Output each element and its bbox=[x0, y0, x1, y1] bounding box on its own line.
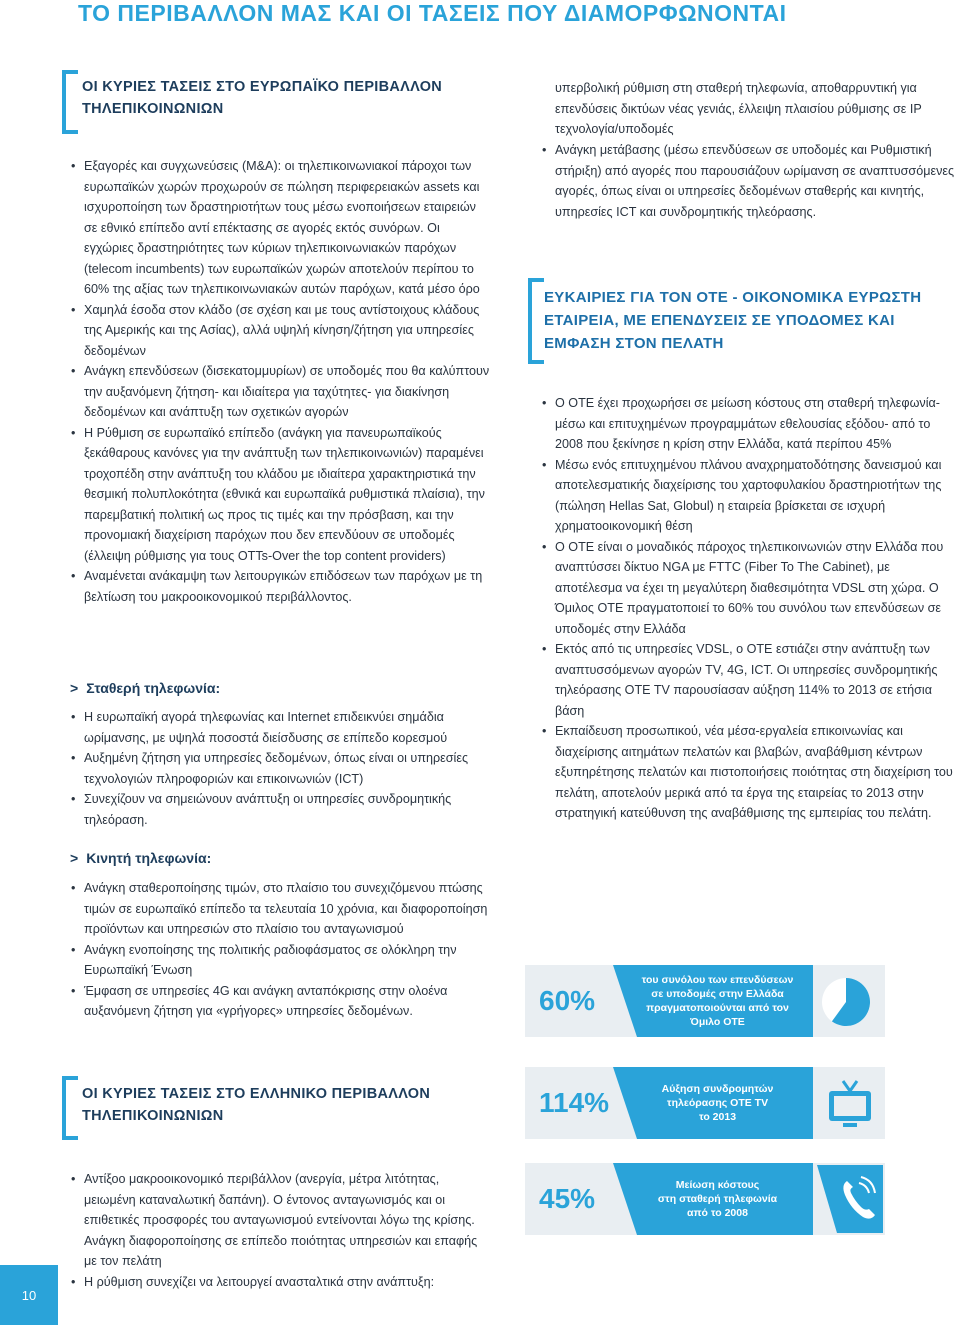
opportunities-title bbox=[544, 286, 956, 355]
title-line: ΤΗΛΕΠΙΚΟΙΝΩΝΙΩΝ bbox=[82, 1108, 224, 1124]
section-bracket bbox=[62, 70, 78, 134]
stat-value: 60% bbox=[539, 985, 596, 1016]
stat-description bbox=[625, 1082, 810, 1124]
title-line: ΟΙ ΚΥΡΙΕΣ ΤΑΣΕΙΣ ΣΤΟ ΕΥΡΩΠΑΪΚΟ ΠΕΡΙΒΑΛΛΟΝ bbox=[82, 79, 443, 95]
page-title: ΤΟ ΠΕΡΙΒΑΛΛΟΝ ΜΑΣ ΚΑΙ ΟΙ ΤΑΣΕΙΣ ΠΟΥ ΔΙΑΜΟΡΦΩΝΟΝΤΑΙ bbox=[78, 0, 787, 26]
list-item: • Εκτός από τις υπηρεσίες VDSL, ο ΟΤΕ εστιάζει στην ανάπτυξη των αναπτυσσόμενων αγορών TV, 4G, ICT. Οι υπηρεσίες συνδρομητικής τηλεόρασης OTE TV παρουσίασαν αύξηση 114% το 2013 σε ετήσια βάση bbox=[541, 639, 957, 721]
greek-section-title bbox=[82, 1083, 482, 1127]
title-line: ΤΗΛΕΠΙΚΟΙΝΩΝΙΩΝ bbox=[82, 101, 224, 117]
mobile-title: Κινητή τηλεφωνία: bbox=[86, 850, 212, 866]
list-item: • Ανάγκη επενδύσεων (δισεκατομμυρίων) σε υποδομές που θα καλύπτουν την αυξανόμενη ζήτηση- και ιδιαίτερα για ταχύτητες- για διακίνηση δεδομένων και ανάπτυξη των σχετικών αγορών bbox=[70, 361, 492, 423]
stat-box bbox=[525, 965, 885, 1037]
section-bracket bbox=[62, 1076, 78, 1140]
list-item: • Ανάγκη σταθεροποίησης τιμών, στο πλαίσιο του συνεχιζόμενου πτώσης τιμών σε ευρωπαϊκό επίπεδο τα τελευταία 10 χρόνια, και διαφοροποίηση προϊόντων και υπηρεσιών στο πλαίσιο του ανταγωνισμού bbox=[70, 878, 492, 940]
desc-line: Όμιλο ΟΤΕ bbox=[690, 1016, 745, 1028]
stat-box bbox=[525, 1067, 885, 1139]
chevron-right-icon: > bbox=[70, 850, 79, 866]
desc-line: Αύξηση συνδρομητών bbox=[661, 1083, 774, 1095]
list-item: • Εκπαίδευση προσωπικού, νέα μέσα-εργαλεία επικοινωνίας και διαχείρισης αιτημάτων πελατών και βλαβών, αναβάθμιση κέντρων εξυπηρέτησης πελατών και πιστοποιήσεις ποιότητας στη διαχείριση του πελάτη, αποτελούν μερικά από τα έργα της εταιρείας το 2013 στην στρατηγική κατεύθυνση της αναβάθμισης της εμπειρίας του πελάτη. bbox=[541, 721, 957, 824]
desc-line: στη σταθερή τηλεφωνία bbox=[657, 1193, 778, 1205]
stat-box bbox=[525, 1163, 885, 1235]
title-line: ΕΥΚΑΙΡΙΕΣ ΓΙΑ ΤΟΝ ΟΤΕ - ΟΙΚΟΝΟΜΙΚΑ ΕΥΡΩΣΤΗ bbox=[544, 289, 922, 306]
opportunities-bullets bbox=[541, 393, 957, 824]
continued-intro: υπερβολική ρύθμιση στη σταθερή τηλεφωνία, αποθαρρυντική για επενδύσεις δικτύων νέας γενιάς, έλλειψη πλαισίου ρύθμισης σε IP τεχνολογία/υποδομές bbox=[555, 81, 922, 136]
title-line: ΕΤΑΙΡΕΙΑ, ΜΕ ΕΠΕΝΔΥΣΕΙΣ ΣΕ ΥΠΟΔΟΜΕΣ ΚΑΙ bbox=[544, 312, 895, 329]
tv-icon bbox=[823, 1073, 877, 1133]
list-item: • Η ρύθμιση συνεχίζει να λειτουργεί ανασταλτικά στην ανάπτυξη: bbox=[70, 1272, 492, 1293]
list-item: • Αυξημένη ζήτηση για υπηρεσίες δεδομένων, όπως είναι οι υπηρεσίες τεχνολογιών πληροφοριών και επικοινωνιών (ICT) bbox=[70, 748, 492, 789]
title-line: ΟΙ ΚΥΡΙΕΣ ΤΑΣΕΙΣ ΣΤΟ ΕΛΛΗΝΙΚΟ ΠΕΡΙΒΑΛΛΟΝ bbox=[82, 1086, 431, 1102]
european-bullets bbox=[70, 156, 492, 607]
greek-bullets bbox=[70, 1169, 492, 1292]
desc-line: από το 2008 bbox=[687, 1207, 748, 1219]
page-number: 10 bbox=[0, 1265, 58, 1325]
fixed-telephony-heading bbox=[70, 680, 220, 696]
desc-line: πραγματοποιούνται από τον bbox=[646, 1002, 789, 1014]
european-section-title bbox=[82, 76, 482, 120]
title-line: ΕΜΦΑΣΗ ΣΤΟΝ ΠΕΛΑΤΗ bbox=[544, 335, 724, 352]
desc-line: το 2013 bbox=[698, 1111, 737, 1123]
chevron-right-icon: > bbox=[70, 680, 79, 696]
list-item: • Συνεχίζουν να σημειώνουν ανάπτυξη οι υπηρεσίες συνδρομητικής τηλεόραση. bbox=[70, 789, 492, 830]
list-item: • Ανάγκη μετάβασης (μέσω επενδύσεων σε υποδομές και Ρυθμιστική στήριξη) από αγορές που παρουσιάζουν ωρίμανση σε αναπτυσσόμενες αγορές, όπως είναι οι υπηρεσίες δεδομένων σταθερής και κινητής, υπηρεσίες ICT και συνδρομητικής τηλεόρασης. bbox=[541, 140, 955, 222]
desc-line: σε υποδομές στην Ελλάδα bbox=[651, 988, 784, 1000]
list-item: • Αναμένεται ανάκαμψη των λειτουργικών επιδόσεων των παρόχων με τη βελτίωση του μακροοικονομικού περιβάλλοντος. bbox=[70, 566, 492, 607]
desc-line: τηλεόρασης OTE TV bbox=[666, 1097, 769, 1109]
list-item: • Ανάγκη ενοποίησης της πολιτικής ραδιοφάσματος σε ολόκληρη την Ευρωπαϊκή Ένωση bbox=[70, 940, 492, 981]
phone-icon bbox=[817, 1165, 883, 1233]
list-item: • Εξαγορές και συγχωνεύσεις (M&A): οι τηλεπικοινωνιακοί πάροχοι των ευρωπαϊκών χωρών προχωρούν σε πώληση περιφερειακών assets και ισχυροποίηση των δραστηριοτήτων τους μέσω ενοποιήσεων εταιρειών σε εθνικό επίπεδο αντί επέκτασης σε αγορές εκτός συνόρων. Οι εγχώριες δραστηριότητες των κύριων τηλεπικοινωνιακών παρόχων (telecom incumbents) των ευρωπαϊκών χωρών αποτελούν περίπου το 60% της αξίας των τηλεπικοινωνιακών αυτών παρόχων, κατά μέσο όρο bbox=[70, 156, 492, 300]
stat-value: 45% bbox=[539, 1183, 596, 1214]
list-item: • Αντίξοο μακροοικονομικό περιβάλλον (ανεργία, μέτρα λιτότητας, μειωμένη καταναλωτική δαπάνη). Ο έντονος ανταγωνισμός και οι επιθετικές προσφορές του ανταγωνισμού εντείνονται λόγω της κρίσης. Ανάγκη διαφοροποίησης σε επίπεδο ποιότητας υπηρεσιών και επαφής με τον πελάτη bbox=[70, 1169, 492, 1272]
stat-description bbox=[625, 973, 810, 1029]
stat-description bbox=[625, 1178, 810, 1220]
list-item: • Ο ΟΤΕ έχει προχωρήσει σε μείωση κόστους στη σταθερή τηλεφωνία- μέσω και επιτυχημένων προγραμμάτων εθελουσίας εξόδου- από το 2008 που ξεκίνησε η κρίση στην Ελλάδα, κατά περίπου 45% bbox=[541, 393, 957, 455]
mobile-telephony-heading bbox=[70, 850, 211, 866]
fixed-title: Σταθερή τηλεφωνία: bbox=[86, 680, 221, 696]
desc-line: του συνόλου των επενδύσεων bbox=[641, 974, 794, 986]
list-item: • Χαμηλά έσοδα στον κλάδο (σε σχέση και με τους αντίστοιχους κλάδους της Αμερικής και της Ασίας), αλλά υψηλή κίνηση/ζήτηση για υπηρεσίες δεδομένων bbox=[70, 300, 492, 362]
mobile-bullets bbox=[70, 878, 492, 1022]
section-bracket bbox=[528, 278, 544, 364]
list-item: • Η Ρύθμιση σε ευρωπαϊκό επίπεδο (ανάγκη για πανευρωπαϊκούς ξεκάθαρους κανόνες για την ανάπτυξη των τηλεπικοινωνιών) παραμένει τροχοπέδη στην ανάπτυξη του κλάδου με ιδιαίτερα χαρακτηριστικά την θεσμική πολυπλοκότητα (εθνικά και ευρωπαϊκά ρυθμιστικά πλαίσια), την παρεμβατική πολιτική ως προς τις τιμές και την πρόσβαση, και την προνομιακή διαχείριση παρόχων που δεν επενδύουν σε υποδομές (έλλειψη ρύθμισης για τους OTTs-Over the top content providers) bbox=[70, 423, 492, 567]
desc-line: Μείωση κόστους bbox=[675, 1179, 760, 1191]
list-item: • Η ευρωπαϊκή αγορά τηλεφωνίας και Internet επιδεικνύει σημάδια ωρίμανσης, με υψηλά ποσοστά διείσδυσης σε επίπεδο κορεσμού bbox=[70, 707, 492, 748]
list-item: • Μέσω ενός επιτυχημένου πλάνου αναχρηματοδότησης δανεισμού και αποτελεσματικής διαχείρισης του χαρτοφυλακίου δραστηριοτήτων της (πώληση Hellas Sat, Globul) η εταιρεία βρίσκεται σε ισχυρή χρηματοοικονομική θέση bbox=[541, 455, 957, 537]
list-item: • Έμφαση σε υπηρεσίες 4G και ανάγκη ανταπόκρισης στην ολοένα αυξανόμενη ζήτηση για «γρήγορες» υπηρεσίες δεδομένων. bbox=[70, 981, 492, 1022]
pie-chart-icon bbox=[817, 973, 875, 1031]
stat-value: 114% bbox=[539, 1087, 610, 1118]
fixed-bullets bbox=[70, 707, 492, 830]
continued-bullets bbox=[541, 140, 955, 222]
list-item: • Ο ΟΤΕ είναι ο μοναδικός πάροχος τηλεπικοινωνιών στην Ελλάδα που αναπτύσσει δίκτυο NGA με FTTC (Fiber To The Cabinet), με αποτέλεσμα να έχει τη μεγαλύτερη διαθεσιμότητα VDSL στη χώρα. Ο Όμιλος ΟΤΕ πραγματοποιεί το 60% του συνόλου των επενδύσεων σε υποδομές στην Ελλάδα bbox=[541, 537, 957, 640]
